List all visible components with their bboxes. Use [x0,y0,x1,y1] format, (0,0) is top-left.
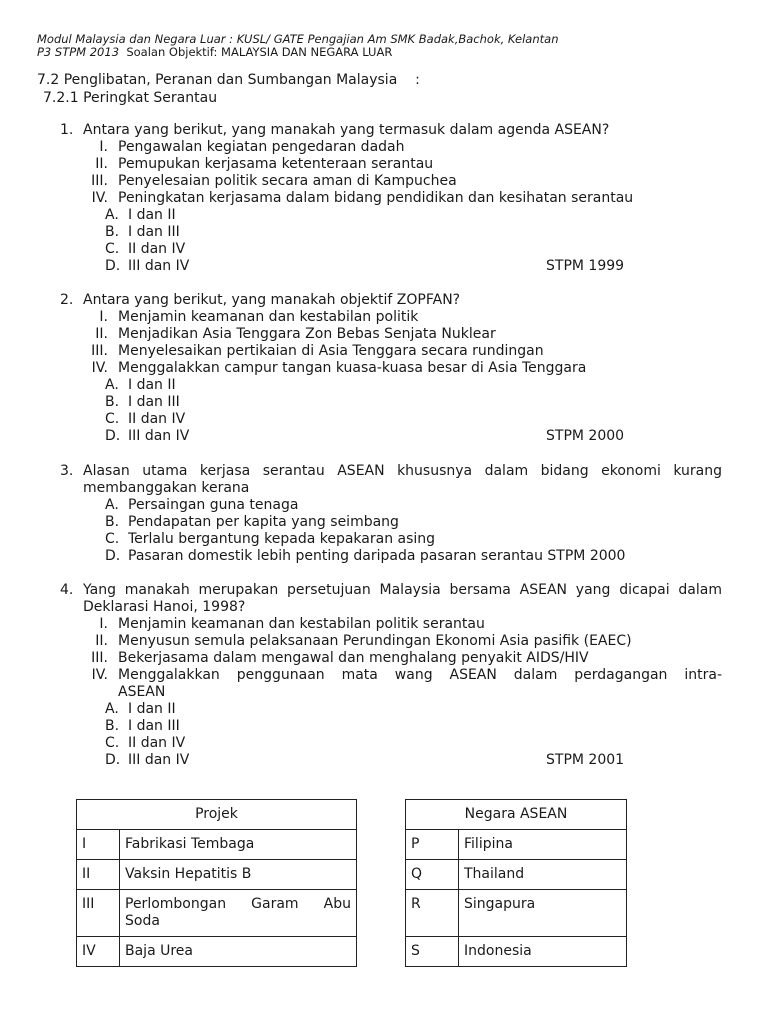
table-row [77,860,357,890]
option-text: II dan IV [128,735,186,751]
answer-option [60,718,722,735]
row-label: II [77,860,120,890]
answer-option [60,497,722,514]
option-letter: A. [105,207,119,223]
option-letter: C. [105,411,120,427]
table-row [77,937,357,967]
roman-item [60,139,722,156]
roman-numeral: II. [95,633,108,649]
option-text: Persaingan guna tenaga [128,497,299,513]
header-topic-label: Soalan Objektif: MALAYSIA DAN NEGARA LUAR [119,45,393,59]
roman-text: Bekerjasama dalam mengawal dan menghalang penyakit AIDS/HIV [118,650,589,666]
source-year: STPM 2000 [546,428,625,444]
question-stem: Antara yang berikut, yang manakah objektif ZOPFAN? [83,292,461,308]
roman-numeral: II. [95,326,108,342]
row-label: S [406,937,459,967]
roman-item [60,633,722,650]
question-4 [60,582,722,769]
roman-text: Pengawalan kegiatan pengedaran dadah [118,139,405,155]
option-letter: C. [105,531,120,547]
option-text: II dan IV [128,241,186,257]
row-value-line-1: Perlombongan Garam Abu [125,896,351,912]
roman-text: ASEAN [118,684,166,700]
roman-numeral: II. [95,156,108,172]
option-text: I dan II [128,207,176,223]
row-value: Baja Urea [120,937,357,967]
question-1 [60,122,722,275]
answer-option [60,735,722,752]
projek-table [76,799,357,967]
answer-option [60,752,722,769]
option-letter: C. [105,241,120,257]
roman-item [60,173,722,190]
answer-option [60,241,722,258]
question-stem: Alasan utama kerjasa serantau ASEAN khususnya dalam bidang ekonomi kurang membanggakan kerana [83,463,722,496]
answer-option [60,531,722,548]
option-text: Pasaran domestik lebih penting daripada pasaran serantau STPM 2000 [128,548,626,564]
question-stem: Yang manakah merupakan persetujuan Malaysia bersama ASEAN yang dicapai dalam Deklarasi Hanoi, 1998? [83,582,722,615]
option-letter: D. [105,428,121,444]
option-letter: A. [105,377,119,393]
row-value: Singapura [459,890,627,937]
roman-numeral: III. [91,650,108,666]
option-text: III dan IV [128,258,190,274]
table-row [77,830,357,860]
negara-table [405,799,627,967]
roman-text: Peningkatan kerjasama dalam bidang pendidikan dan kesihatan serantau [118,190,634,206]
row-label: R [406,890,459,937]
table-row [406,860,627,890]
question-number: 2. [60,292,74,308]
roman-item [60,326,722,343]
option-text: I dan III [128,224,180,240]
roman-numeral: III. [91,343,108,359]
roman-text: Menjadikan Asia Tenggara Zon Bebas Senjata Nuklear [118,326,496,342]
answer-option [60,411,722,428]
row-label: III [77,890,120,937]
option-text: III dan IV [128,752,190,768]
roman-text: Menjamin keamanan dan kestabilan politik [118,309,419,325]
option-letter: A. [105,701,119,717]
source-year: STPM 2001 [546,752,625,768]
option-letter: A. [105,497,119,513]
roman-text: Pemupukan kerjasama ketenteraan serantau [118,156,434,172]
answer-option [60,377,722,394]
table-row [77,890,357,937]
option-text: I dan II [128,701,176,717]
roman-item [60,156,722,173]
option-letter: D. [105,258,121,274]
roman-item [60,616,722,633]
question-3 [60,463,722,565]
row-label: I [77,830,120,860]
roman-item [60,343,722,360]
option-letter: B. [105,224,120,240]
negara-table-header: Negara ASEAN [406,800,627,830]
roman-item-continuation [60,684,722,701]
option-text: Pendapatan per kapita yang seimbang [128,514,399,530]
roman-item [60,190,722,207]
roman-item [60,309,722,326]
option-text: II dan IV [128,411,186,427]
option-letter: D. [105,548,121,564]
roman-item [60,360,722,377]
row-value: Thailand [459,860,627,890]
question-number: 1. [60,122,74,138]
option-letter: B. [105,718,120,734]
roman-text: Penyelesaian politik secara aman di Kampuchea [118,173,457,189]
roman-item [60,667,722,684]
roman-item [60,650,722,667]
answer-option [60,207,722,224]
row-value-line-2: Soda [125,913,160,929]
question-number: 3. [60,463,74,479]
roman-text: Menggalakkan campur tangan kuasa-kuasa besar di Asia Tenggara [118,360,587,376]
roman-numeral: IV. [91,667,108,683]
option-letter: B. [105,514,120,530]
roman-numeral: I. [99,139,108,155]
question-number: 4. [60,582,74,598]
option-text: I dan II [128,377,176,393]
header-line-1: Modul Malaysia dan Negara Luar : KUSL/ GATE Pengajian Am SMK Badak,Bachok, Kelantan [37,32,559,46]
table-row [406,890,627,937]
row-label: P [406,830,459,860]
roman-numeral: I. [99,616,108,632]
answer-option [60,514,722,531]
answer-option [60,224,722,241]
question-2 [60,292,722,445]
option-letter: C. [105,735,120,751]
row-value [120,890,357,937]
row-label: Q [406,860,459,890]
roman-text: Menyelesaikan pertikaian di Asia Tenggara secara rundingan [118,343,544,359]
option-text: Terlalu bergantung kepada kepakaran asing [128,531,436,547]
roman-numeral: I. [99,309,108,325]
option-letter: B. [105,394,120,410]
roman-text: Menggalakkan penggunaan mata wang ASEAN dalam perdagangan intra- [118,667,722,683]
option-text: I dan III [128,394,180,410]
roman-numeral: IV. [91,190,108,206]
answer-option [60,428,722,445]
answer-option [60,701,722,718]
roman-numeral: IV. [91,360,108,376]
question-stem: Antara yang berikut, yang manakah yang termasuk dalam agenda ASEAN? [83,122,610,138]
header-exam-label: P3 STPM 2013 [37,45,120,59]
row-value: Indonesia [459,937,627,967]
roman-text: Menyusun semula pelaksanaan Perundingan Ekonomi Asia pasifik (EAEC) [118,633,632,649]
section-title: 7.2 Penglibatan, Peranan dan Sumbangan Malaysia : [37,72,420,88]
section-subtitle: 7.2.1 Peringkat Serantau [43,90,218,106]
row-value: Filipina [459,830,627,860]
option-letter: D. [105,752,121,768]
answer-option [60,394,722,411]
row-label: IV [77,937,120,967]
projek-table-header: Projek [77,800,357,830]
row-value: Vaksin Hepatitis B [120,860,357,890]
header-line-2 [37,46,392,59]
option-text: I dan III [128,718,180,734]
option-text: III dan IV [128,428,190,444]
roman-text: Menjamin keamanan dan kestabilan politik serantau [118,616,485,632]
table-row [406,830,627,860]
table-row [406,937,627,967]
row-value: Fabrikasi Tembaga [120,830,357,860]
answer-option [60,548,722,565]
roman-numeral: III. [91,173,108,189]
source-year: STPM 1999 [546,258,625,274]
answer-option [60,258,722,275]
